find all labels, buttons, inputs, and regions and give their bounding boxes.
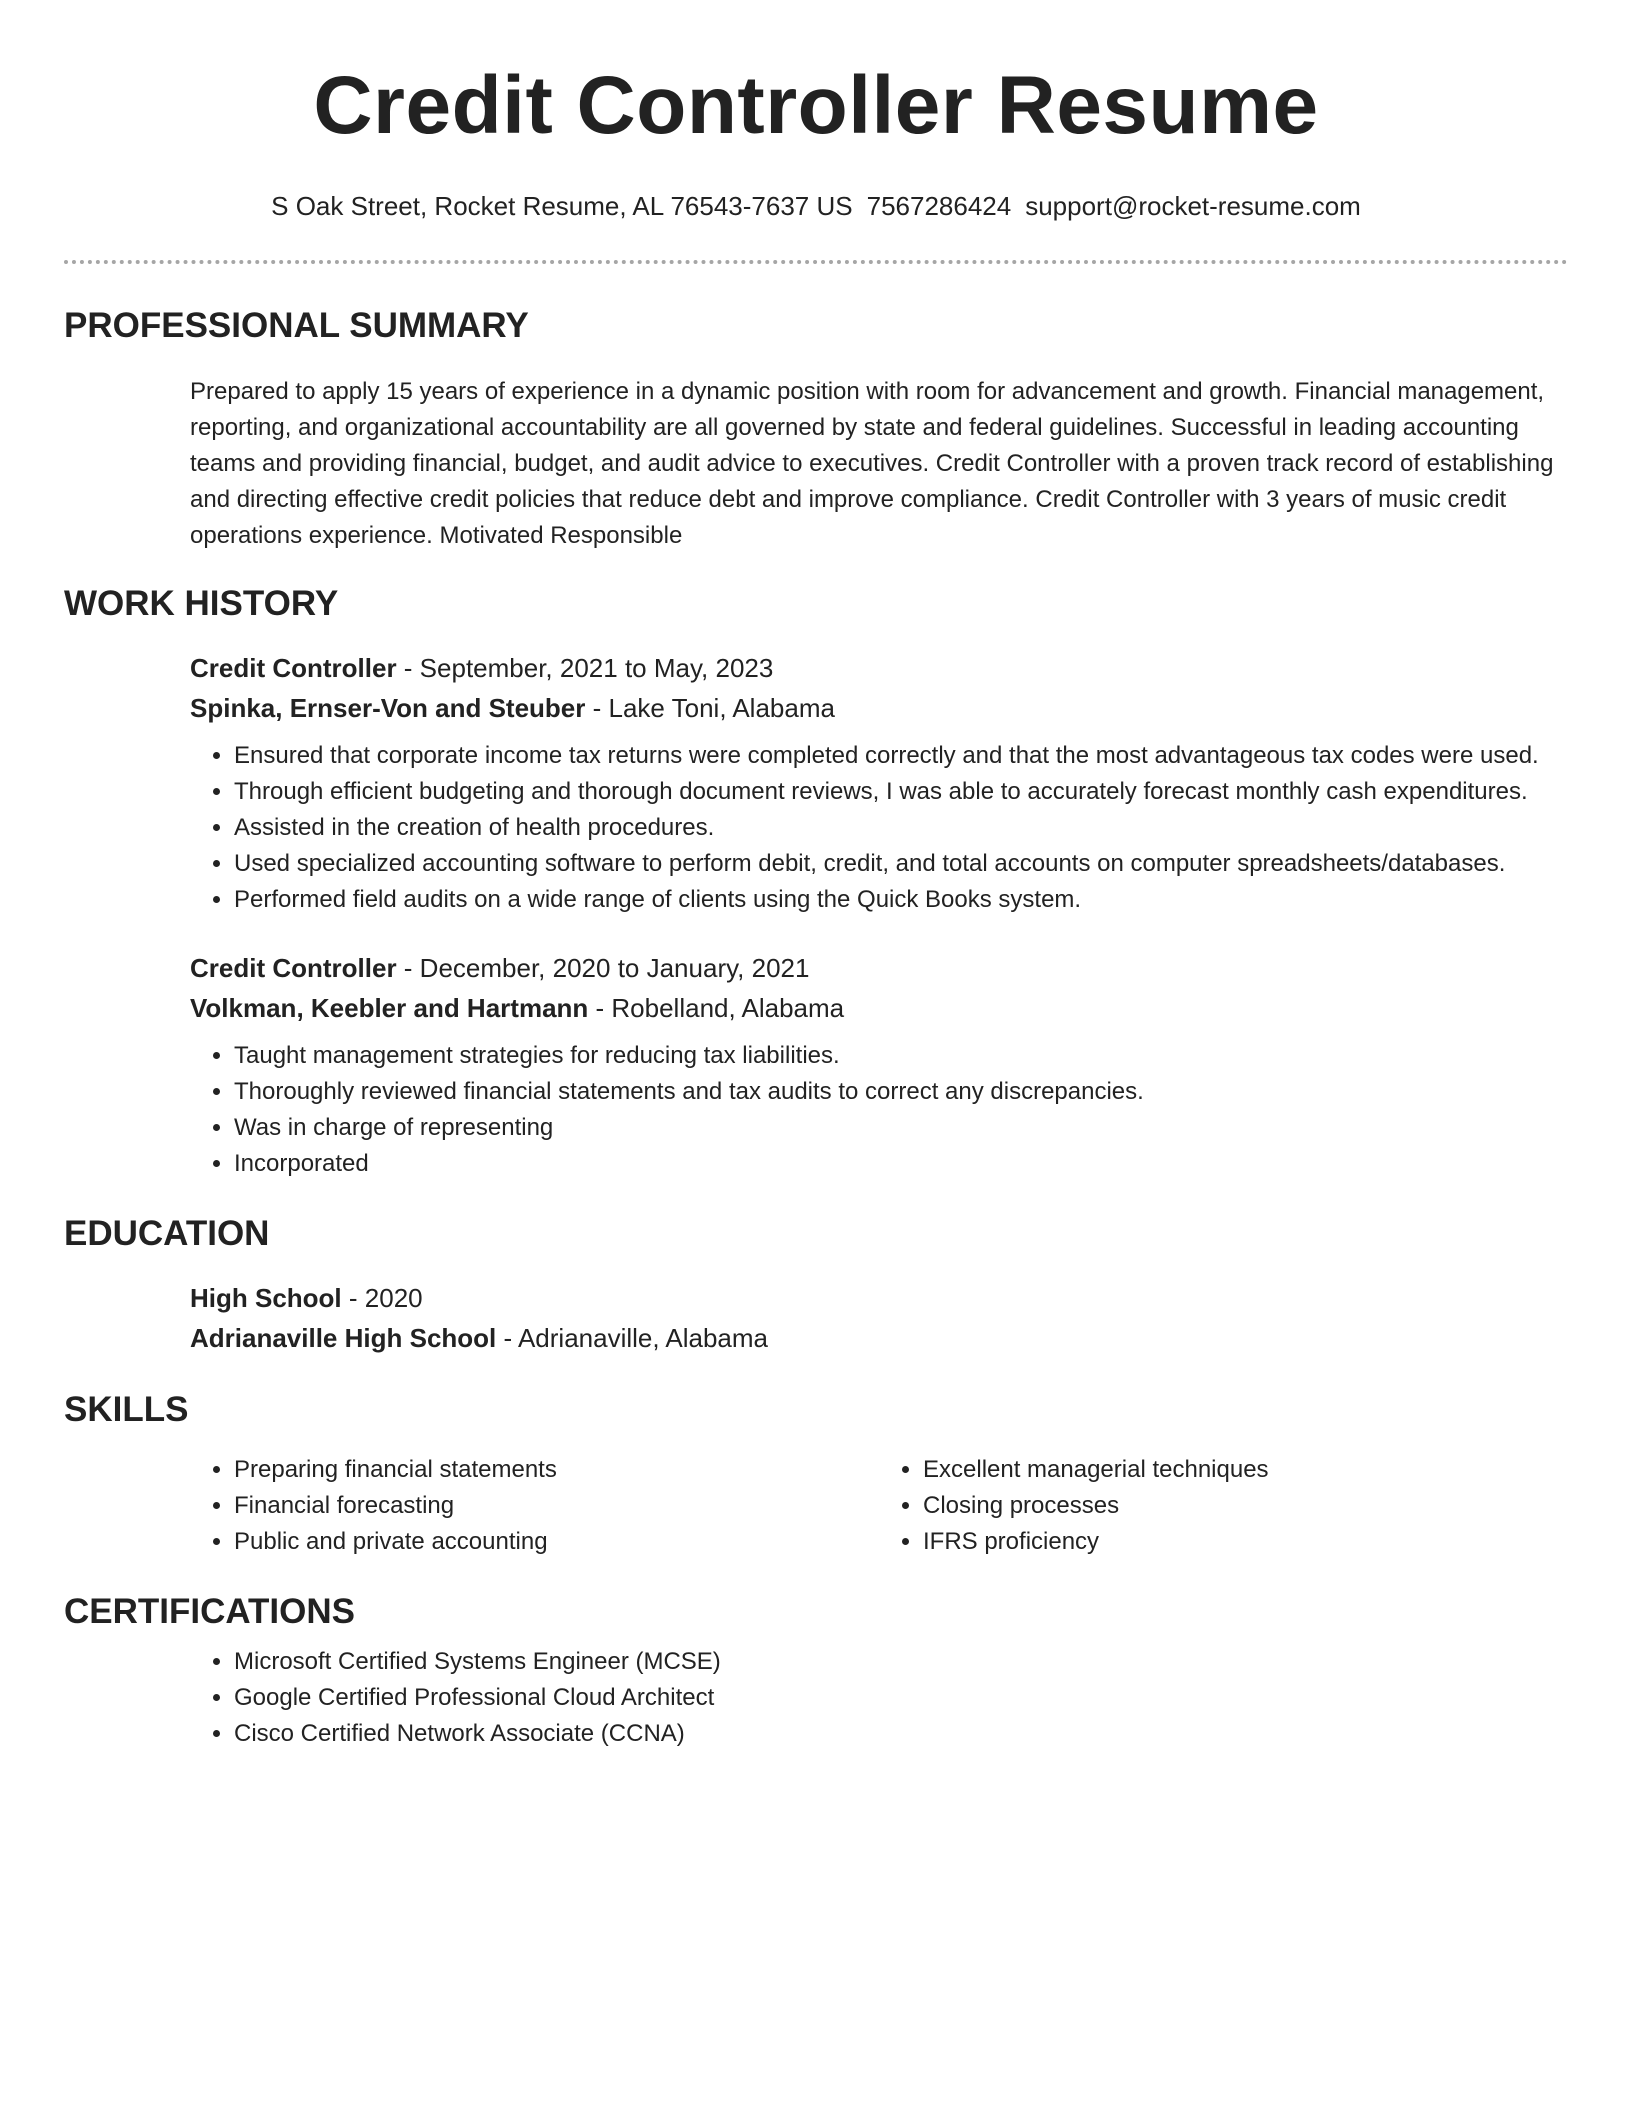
contact-phone: 7567286424 [866, 191, 1012, 221]
education-section [64, 1212, 1568, 1358]
skills-list-right [879, 1452, 1568, 1560]
list-item: • Closing processes [923, 1488, 1568, 1524]
education-year: - 2020 [341, 1283, 423, 1313]
contact-line [64, 190, 1568, 222]
skills-section [64, 1388, 1568, 1560]
contact-email: support@rocket-resume.com [1025, 191, 1361, 221]
list-item: • Taught management strategies for reducing tax liabilities. [234, 1038, 1568, 1074]
contact-address: S Oak Street, Rocket Resume, AL 76543-7637 US [271, 191, 853, 221]
education-school-line [190, 1318, 1568, 1358]
job-company-line [190, 988, 1568, 1028]
job-title: Credit Controller [190, 653, 397, 683]
job-location: - Lake Toni, Alabama [585, 693, 835, 723]
list-item: • IFRS proficiency [923, 1524, 1568, 1560]
list-item: • Incorporated [234, 1146, 1568, 1182]
job-entry [190, 948, 1568, 1182]
skills-heading: SKILLS [64, 1390, 189, 1429]
summary-heading: PROFESSIONAL SUMMARY [64, 306, 529, 345]
certifications-heading: CERTIFICATIONS [64, 1592, 356, 1631]
education-school: Adrianaville High School [190, 1323, 497, 1353]
job-title-line [190, 648, 1568, 688]
list-item: • Used specialized accounting software to perform debit, credit, and total accounts on computer spreadsheets/databases. [234, 846, 1568, 882]
certifications-section [64, 1590, 1568, 1752]
education-degree: High School [190, 1283, 342, 1313]
certifications-list [190, 1644, 1568, 1752]
list-item: • Preparing financial statements [234, 1452, 879, 1488]
job-entry [190, 648, 1568, 918]
job-duties-list [190, 1038, 1568, 1182]
header-divider [64, 260, 1568, 264]
list-item: • Microsoft Certified Systems Engineer (MCSE) [234, 1644, 1568, 1680]
job-dates: - September, 2021 to May, 2023 [396, 653, 774, 683]
education-heading: EDUCATION [64, 1214, 270, 1253]
resume-title: Credit Controller Resume [313, 60, 1319, 151]
education-degree-line [190, 1278, 1568, 1318]
list-item: • Through efficient budgeting and thorough document reviews, I was able to accurately forecast monthly cash expenditures. [234, 774, 1568, 810]
list-item: • Ensured that corporate income tax returns were completed correctly and that the most advantageous tax codes were used. [234, 738, 1568, 774]
job-duties-list [190, 738, 1568, 918]
list-item: • Performed field audits on a wide range of clients using the Quick Books system. [234, 882, 1568, 918]
list-item: • Google Certified Professional Cloud Architect [234, 1680, 1568, 1716]
list-item: • Public and private accounting [234, 1524, 879, 1560]
summary-text: Prepared to apply 15 years of experience in a dynamic position with room for advancement and growth. Financial management, reporting, and organizational accountability are all governed by state and federal guidelines. Successful in leading accounting teams and providing financial, budget, and audit advice to executives. Credit Controller with a proven track record of establishing and directing effective credit policies that reduce debt and improve compliance. Credit Controller with 3 years of music credit operations experience. Motivated Responsible [190, 378, 1554, 549]
list-item: • Assisted in the creation of health procedures. [234, 810, 1568, 846]
list-item: • Excellent managerial techniques [923, 1452, 1568, 1488]
work-history-heading: WORK HISTORY [64, 584, 339, 623]
education-location: - Adrianaville, Alabama [496, 1323, 768, 1353]
skills-list-left [190, 1452, 879, 1560]
job-title-line [190, 948, 1568, 988]
summary-section [64, 304, 1568, 554]
work-history-section [64, 582, 1568, 1182]
list-item: • Thoroughly reviewed financial statements and tax audits to correct any discrepancies. [234, 1074, 1568, 1110]
job-company-line [190, 688, 1568, 728]
job-title: Credit Controller [190, 953, 397, 983]
list-item: • Was in charge of representing [234, 1110, 1568, 1146]
job-company: Spinka, Ernser-Von and Steuber [190, 693, 586, 723]
list-item: • Financial forecasting [234, 1488, 879, 1524]
job-company: Volkman, Keebler and Hartmann [190, 993, 589, 1023]
job-dates: - December, 2020 to January, 2021 [396, 953, 810, 983]
job-location: - Robelland, Alabama [588, 993, 845, 1023]
list-item: • Cisco Certified Network Associate (CCNA) [234, 1716, 1568, 1752]
